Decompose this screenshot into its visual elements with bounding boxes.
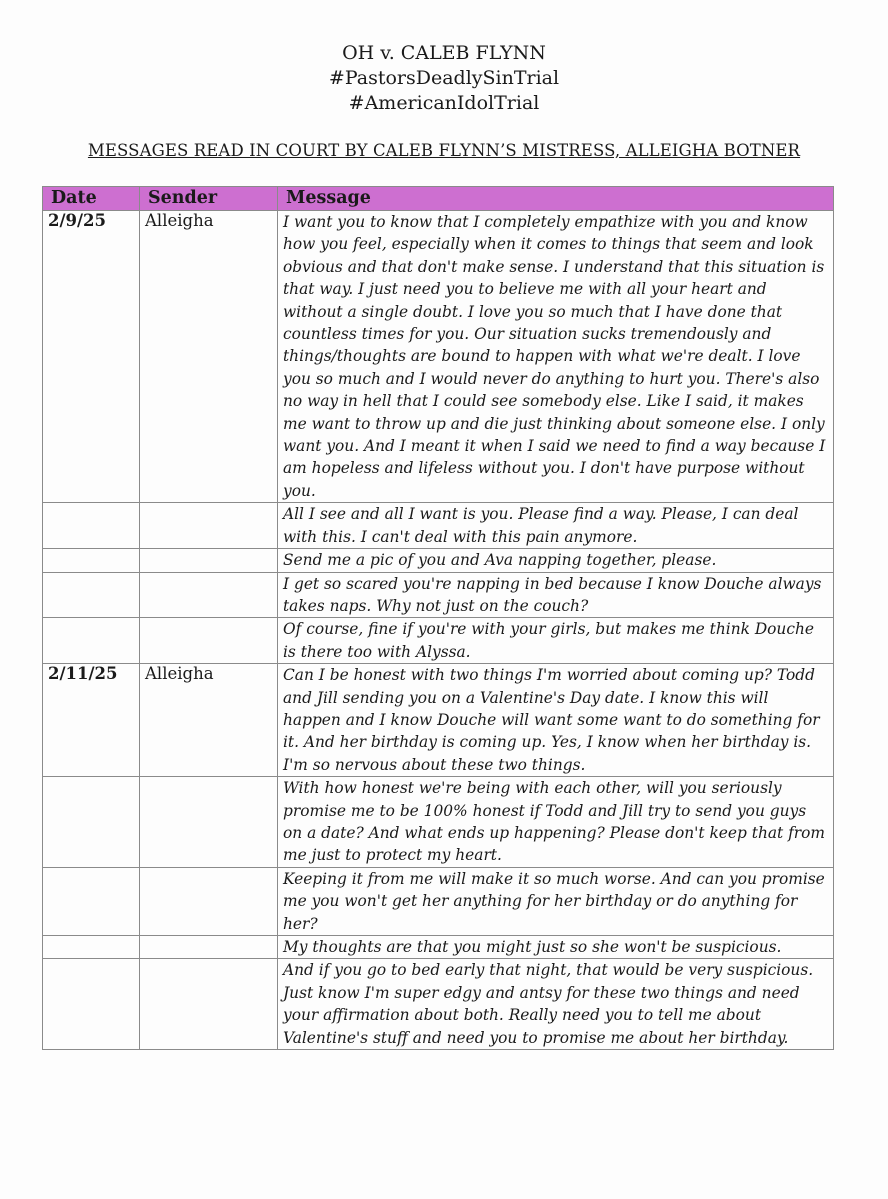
table-row [43, 959, 834, 1050]
row-message: Can I be honest with two things I'm worried about coming up? Todd and Jill sending you on a Valentine's Day date. I know this will happen and I know Douche will want some want to do something for it. And her birthday is coming up. Yes, I know when her birthday is. I'm so nervous about these two things. [278, 664, 834, 777]
row-sender [140, 618, 278, 664]
row-date: 2/11/25 [43, 664, 140, 777]
row-sender [140, 777, 278, 868]
row-message: And if you go to bed early that night, that would be very suspicious. Just know I'm super edgy and antsy for these two things and need your affirmation about both. Really need you to tell me about Valentine's stuff and need you to promise me about her birthday. [278, 959, 834, 1050]
document-header [0, 41, 888, 116]
table-row [43, 572, 834, 618]
hashtag-line-1: #PastorsDeadlySinTrial [328, 67, 560, 89]
row-sender: Alleigha [140, 664, 278, 777]
row-sender [140, 549, 278, 572]
table-row [43, 777, 834, 868]
row-message: Send me a pic of you and Ava napping together, please. [278, 549, 834, 572]
row-message: With how honest we're being with each other, will you seriously promise me to be 100% honest if Todd and Jill try to send you guys on a date? And what ends up happening? Please don't keep that from me just to protect my heart. [278, 777, 834, 868]
row-date [43, 618, 140, 664]
table-row [43, 211, 834, 503]
hashtag-line-2: #AmericanIdolTrial [348, 92, 540, 114]
row-sender [140, 867, 278, 935]
row-sender: Alleigha [140, 211, 278, 503]
table-row [43, 867, 834, 935]
row-date [43, 572, 140, 618]
table-header-row [43, 187, 834, 211]
row-message: I get so scared you're napping in bed because I know Douche always takes naps. Why not just on the couch? [278, 572, 834, 618]
table-row [43, 936, 834, 959]
row-message: Keeping it from me will make it so much worse. And can you promise me you won't get her anything for her birthday or do anything for her? [278, 867, 834, 935]
document-subtitle: MESSAGES READ IN COURT BY CALEB FLYNN’S MISTRESS, ALLEIGHA BOTNER [87, 141, 801, 160]
case-title: OH v. CALEB FLYNN [342, 42, 546, 64]
table-row [43, 549, 834, 572]
row-date [43, 867, 140, 935]
row-message: I want you to know that I completely empathize with you and know how you feel, especially when it comes to things that seem and look obvious and that don't make sense. I understand that this situation is that way. I just need you to believe me with all your heart and without a single doubt. I love you so much that I have done that countless times for you. Our situation sucks tremendously and things/thoughts are bound to happen with what we're dealt. I love you so much and I would never do anything to hurt you. There's also no way in hell that I could see somebody else. Like I said, it makes me want to throw up and die just thinking about someone else. I only want you. And I meant it when I said we need to find a way because I am hopeless and lifeless without you. I don't have purpose without you. [278, 211, 834, 503]
row-date [43, 503, 140, 549]
row-message: All I see and all I want is you. Please find a way. Please, I can deal with this. I can't deal with this pain anymore. [278, 503, 834, 549]
row-sender [140, 503, 278, 549]
column-header-message: Message [278, 187, 834, 211]
row-date [43, 549, 140, 572]
row-sender [140, 959, 278, 1050]
table-row [43, 618, 834, 664]
row-date: 2/9/25 [43, 211, 140, 503]
row-sender [140, 936, 278, 959]
table-row [43, 503, 834, 549]
row-date [43, 936, 140, 959]
column-header-date: Date [43, 187, 140, 211]
table-row [43, 664, 834, 777]
row-date [43, 959, 140, 1050]
row-sender [140, 572, 278, 618]
row-message: My thoughts are that you might just so she won't be suspicious. [278, 936, 834, 959]
row-date [43, 777, 140, 868]
messages-table [42, 186, 834, 1050]
column-header-sender: Sender [140, 187, 278, 211]
row-message: Of course, fine if you're with your girls, but makes me think Douche is there too with Alyssa. [278, 618, 834, 664]
